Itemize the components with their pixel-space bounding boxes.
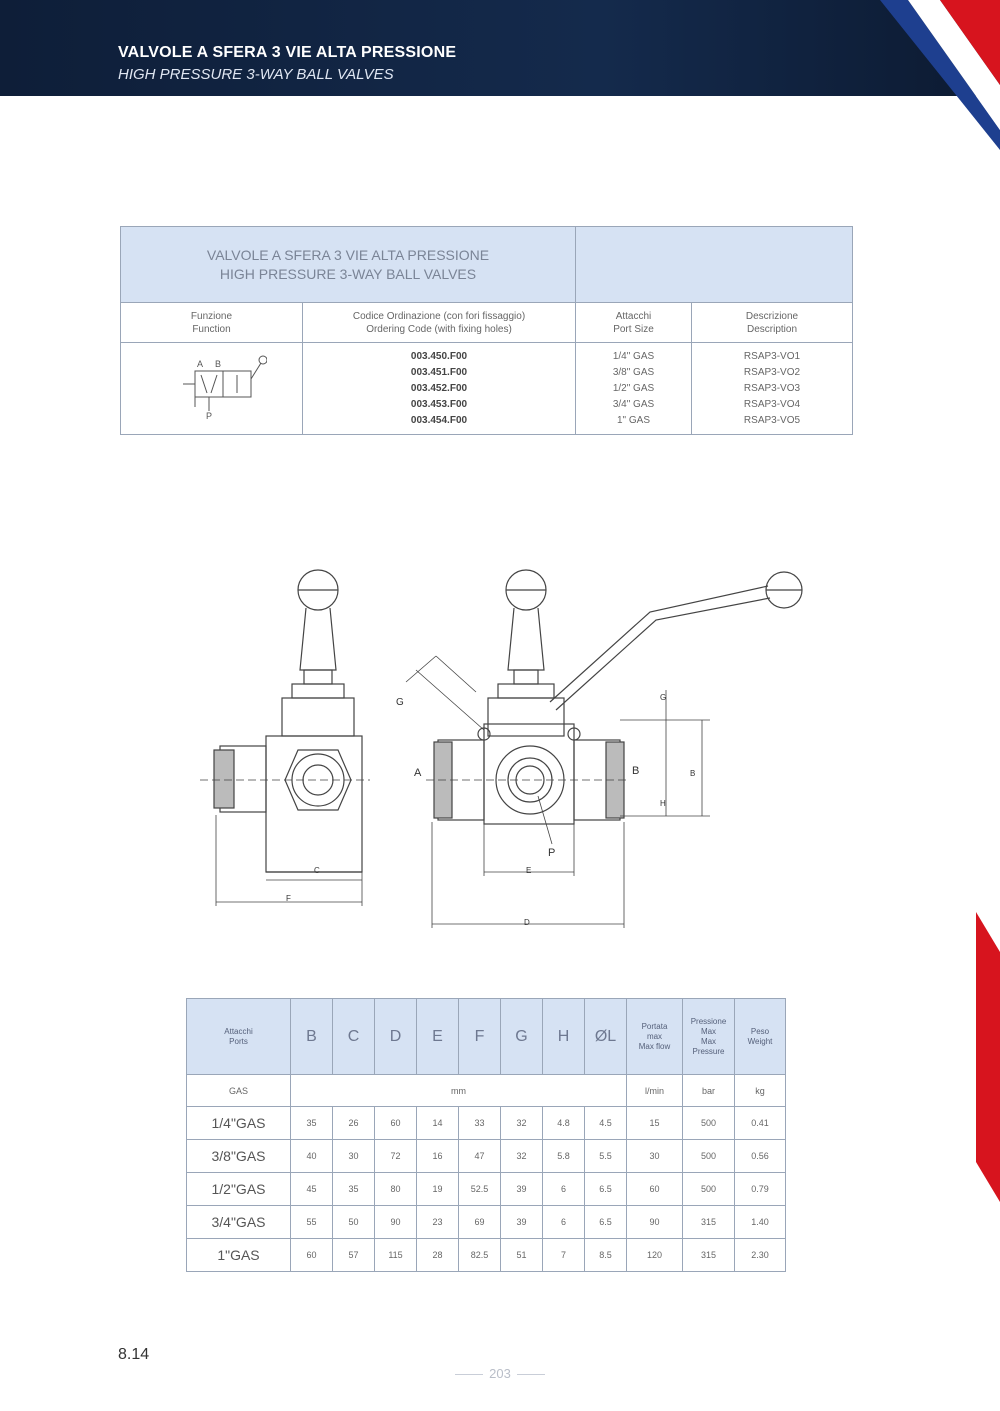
dim-label-h: H [660, 799, 666, 808]
symbol-label-b: B [214, 358, 221, 369]
ordering-codes-cell [303, 343, 576, 435]
port-size: 1/2" GAS [612, 382, 655, 394]
descriptions-cell [692, 343, 853, 435]
port-sizes-cell [576, 343, 692, 435]
dim-header-weight: Peso Weight [735, 999, 786, 1075]
table-row: 1/2"GAS 45 35 80 19 52.5 39 6 6.5 60 500 0.79 [187, 1173, 786, 1206]
unit-flow: l/min [627, 1075, 683, 1107]
side-view-drawing [200, 570, 370, 906]
symbol-label-a: A [196, 358, 203, 369]
ordering-code: 003.450.F00 [410, 350, 468, 362]
dim-header-pressure: Pressione Max Max Pressure [683, 999, 735, 1075]
header-title-it: VALVOLE A SFERA 3 VIE ALTA PRESSIONE [118, 44, 457, 61]
dim-label-e: E [526, 866, 532, 875]
description: RSAP3-VO3 [743, 382, 801, 394]
dim-header-col: D [375, 999, 417, 1075]
dimensions-table [186, 998, 786, 1272]
dim-label-d: D [524, 918, 530, 927]
product-table-title-blank [576, 227, 853, 303]
section-number: 8.14 [118, 1346, 150, 1363]
unit-dims: mm [291, 1075, 627, 1107]
table-row: 1/4"GAS 35 26 60 14 33 32 4.8 4.5 15 500 0.41 [187, 1107, 786, 1140]
valve-symbol-cell [121, 343, 303, 435]
dim-label-b: B [690, 769, 696, 778]
description: RSAP3-VO1 [743, 350, 801, 362]
port-size: 1" GAS [616, 414, 650, 426]
port-label-p: P [548, 847, 556, 859]
dim-header-flow: Portata max Max flow [627, 999, 683, 1075]
dim-header-col: G [501, 999, 543, 1075]
col-function-header: Funzione Function [121, 303, 303, 343]
symbol-label-p: P [205, 410, 212, 421]
brand-side-tab [976, 912, 1000, 1202]
description: RSAP3-VO5 [743, 414, 801, 426]
valve-symbol-icon [157, 351, 267, 421]
col-port-header: Attacchi Port Size [576, 303, 692, 343]
dim-label-f: F [286, 894, 291, 903]
product-table [120, 226, 853, 435]
port-size: 3/8" GAS [612, 366, 655, 378]
description: RSAP3-VO2 [743, 366, 801, 378]
page-header [0, 0, 1000, 96]
col-code-header: Codice Ordinazione (con fori fissaggio) Ordering Code (with fixing holes) [303, 303, 576, 343]
page-number: 203 [0, 1366, 1000, 1381]
port-label-a: A [414, 767, 422, 779]
dim-label-c: C [314, 866, 320, 875]
dim-header-col: H [543, 999, 585, 1075]
brand-corner-stripes [880, 0, 1000, 150]
table-row: 1"GAS 60 57 115 28 82.5 51 7 8.5 120 315 2.30 [187, 1239, 786, 1272]
ordering-code: 003.454.F00 [410, 414, 468, 426]
dim-header-col: E [417, 999, 459, 1075]
col-desc-header: Descrizione Description [692, 303, 853, 343]
table-row: 3/4"GAS 55 50 90 23 69 39 6 6.5 90 315 1.40 [187, 1206, 786, 1239]
technical-drawing [200, 560, 820, 940]
dim-header-col: ØL [585, 999, 627, 1075]
unit-port: GAS [187, 1075, 291, 1107]
dim-header-port: Attacchi Ports [187, 999, 291, 1075]
header-title-en: HIGH PRESSURE 3-WAY BALL VALVES [118, 66, 394, 83]
dim-header-col: F [459, 999, 501, 1075]
ordering-code: 003.451.F00 [410, 366, 468, 378]
ordering-code: 003.452.F00 [410, 382, 468, 394]
port-label-b: B [632, 765, 640, 777]
dim-header-col: C [333, 999, 375, 1075]
table-row: 3/8"GAS 40 30 72 16 47 32 5.8 5.5 30 500 0.56 [187, 1140, 786, 1173]
port-size: 3/4" GAS [612, 398, 655, 410]
unit-weight: kg [735, 1075, 786, 1107]
ordering-code: 003.453.F00 [410, 398, 468, 410]
description: RSAP3-VO4 [743, 398, 801, 410]
port-size: 1/4" GAS [612, 350, 655, 362]
dim-label-g: G [660, 693, 667, 702]
dim-label-l: G [396, 697, 404, 708]
dim-header-col: B [291, 999, 333, 1075]
unit-pressure: bar [683, 1075, 735, 1107]
product-table-title: VALVOLE A SFERA 3 VIE ALTA PRESSIONE HIGH PRESSURE 3-WAY BALL VALVES [121, 227, 576, 303]
front-view-drawing [406, 570, 802, 928]
